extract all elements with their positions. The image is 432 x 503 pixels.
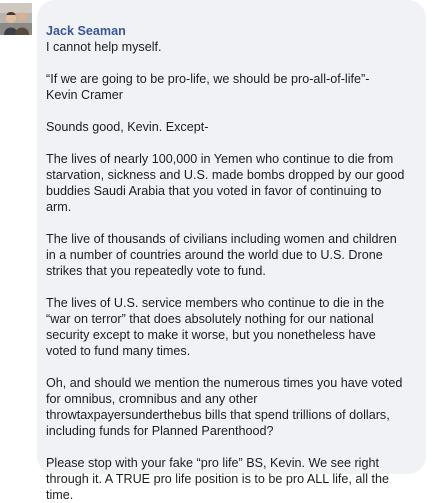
comment-first-line: [46, 7, 416, 55]
comment-paragraph: The lives of U.S. service members who continue to die in the “war on terror” that does absolutely nothing for our national security except to make it worse, but you nonetheless have voted to fund many times.: [46, 296, 385, 358]
comment-bubble: [37, 0, 426, 502]
comment-paragraph: “If we are going to be pro-life, we should be pro-all-of-life”- Kevin Cramer: [46, 72, 370, 102]
comment-intro-text: I cannot help myself.: [46, 40, 162, 54]
profile-photo-icon: [0, 3, 32, 35]
comment-paragraph: Oh, and should we mention the numerous times you have voted for omnibus, cromnibus and any other throwtaxpayersunderthebus bills that spend trillions of dollars, including funds for Planned Parenthood?: [46, 376, 403, 438]
avatar[interactable]: [0, 3, 32, 35]
comment-paragraph: Please stop with your fake “pro life” BS, Kevin. We see right through it. A TRUE pro life position is to be pro ALL life, all the time.: [46, 456, 390, 502]
comment-paragraph: Sounds good, Kevin. Except-: [46, 120, 209, 134]
comment-author-link[interactable]: Jack Seaman: [46, 24, 126, 38]
comment-paragraph: The live of thousands of civilians including women and children in a number of countries around the world due to U.S. Drone strikes that you repeatedly vote to fund.: [46, 232, 397, 278]
comment-paragraph: The lives of nearly 100,000 in Yemen who continue to die from starvation, sickness and U.S. made bombs dropped by our good buddies Saudi Arabia that you voted in favor of continuing to arm.: [46, 152, 405, 214]
